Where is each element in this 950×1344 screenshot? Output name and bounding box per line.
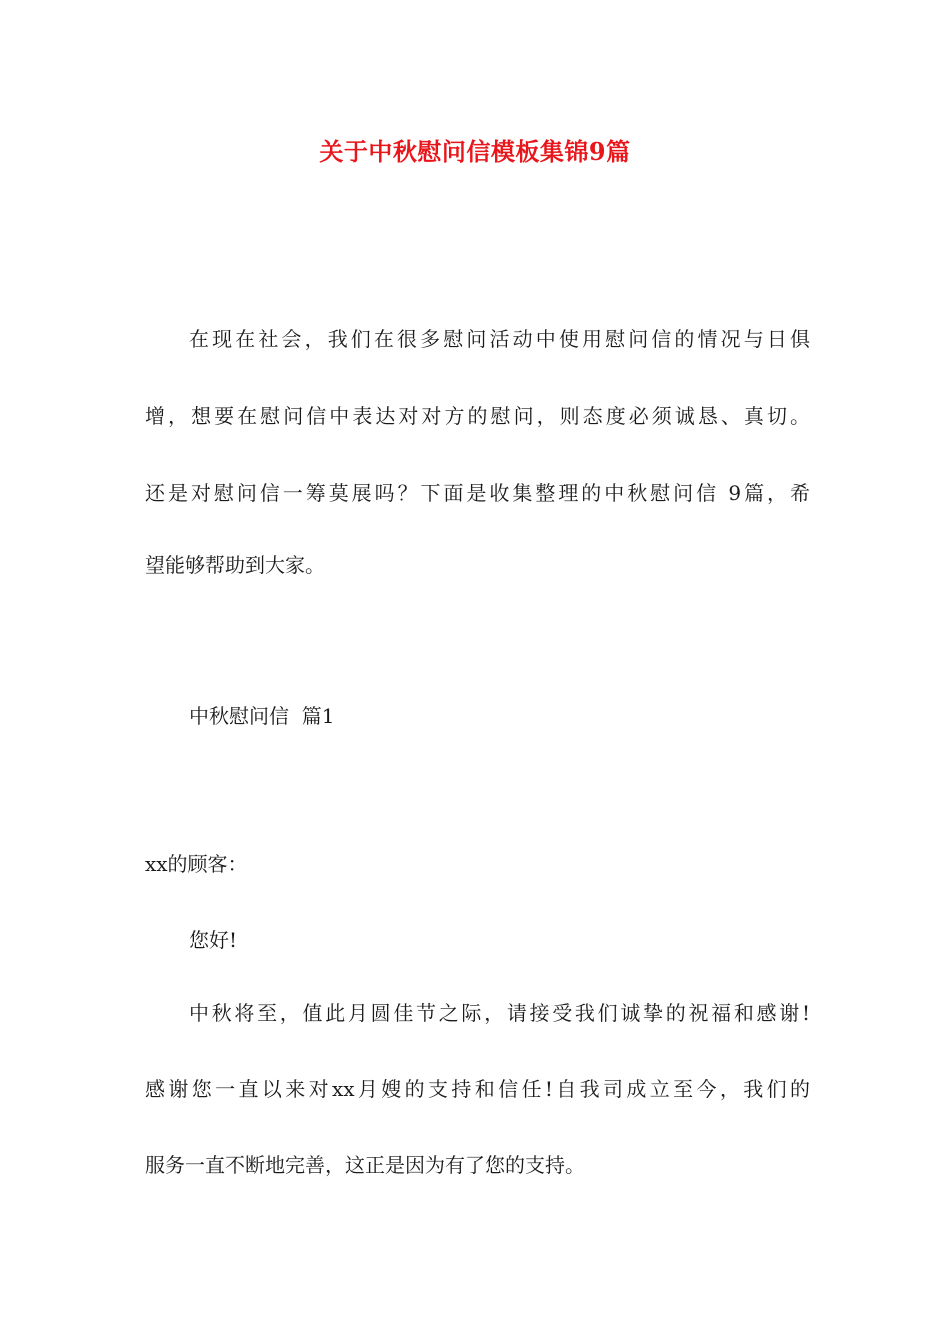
letter-greeting: 您好! [189, 928, 238, 952]
document-title: 关于中秋慰问信模板集锦9篇 [319, 137, 631, 166]
intro-line-1: 在现在社会，我们在很多慰问活动中使用慰问信的情况与日俱 [189, 327, 810, 351]
intro-line-2: 增，想要在慰问信中表达对对方的慰问，则态度必须诚恳、真切。 [145, 404, 810, 428]
section-heading: 中秋慰问信 篇1 [189, 704, 335, 728]
intro-line-4: 望能够帮助到大家。 [145, 553, 325, 577]
letter-body-line-2: 感谢您一直以来对xx月嫂的支持和信任!自我司成立至今，我们的 [145, 1077, 810, 1101]
intro-line-3: 还是对慰问信一筹莫展吗？下面是收集整理的中秋慰问信 9篇，希 [145, 481, 810, 505]
letter-body-line-1: 中秋将至，值此月圆佳节之际，请接受我们诚挚的祝福和感谢! [189, 1001, 810, 1025]
letter-body-line-3: 服务一直不断地完善，这正是因为有了您的支持。 [145, 1153, 585, 1177]
letter-salutation: xx的顾客： [145, 852, 248, 876]
